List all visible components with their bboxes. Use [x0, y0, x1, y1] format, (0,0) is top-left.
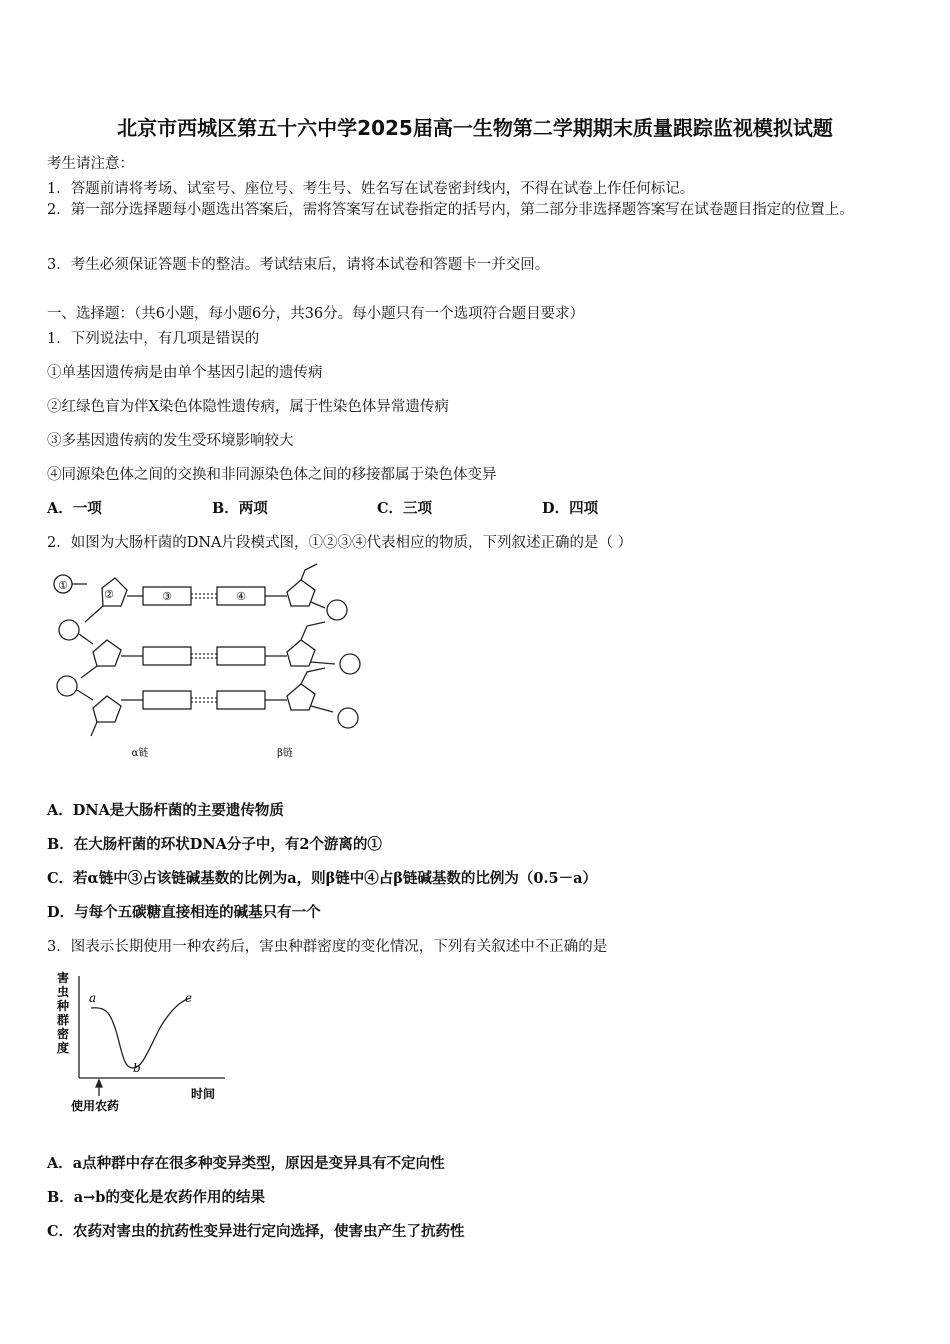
- page-title: 北京市西城区第五十六中学2025届高一生物第二学期期末质量跟踪监视模拟试题: [117, 116, 833, 140]
- q3-option-c[interactable]: C．农药对害虫的抗药性变异进行定向选择，使害虫产生了抗药性: [47, 1223, 465, 1240]
- dna-diagram: [45, 560, 375, 765]
- pest-density-graph: [45, 968, 235, 1118]
- dna-alpha-label: α链: [131, 748, 149, 759]
- graph-density-curve: [91, 998, 191, 1068]
- q1-stem: 1．下列说法中，有几项是错误的: [47, 331, 260, 347]
- dna-beta-label: β链: [277, 748, 293, 759]
- graph-point-b: b: [133, 1061, 141, 1075]
- q1-option-c[interactable]: C．三项: [377, 500, 433, 517]
- q1-statement-4: ④同源染色体之间的交换和非同源染色体之间的移接都属于染色体变异: [47, 467, 497, 483]
- dna-label-4: ④: [236, 590, 246, 603]
- q2-option-a[interactable]: A．DNA是大肠杆菌的主要遗传物质: [47, 802, 284, 819]
- q2-option-c[interactable]: C．若α链中③占该链碱基数的比例为a，则β链中④占β链碱基数的比例为（0.5－a）: [47, 870, 597, 887]
- q1-option-b[interactable]: B．两项: [212, 500, 268, 517]
- notice-heading: 考生请注意：: [47, 156, 134, 172]
- q1-option-a[interactable]: A．一项: [47, 500, 102, 517]
- q2-option-d[interactable]: D．与每个五碳糖直接相连的碱基只有一个: [47, 904, 321, 921]
- graph-point-a: a: [89, 991, 97, 1005]
- notice-item-2: 2．第一部分选择题每小题选出答案后，需将答案写在试卷指定的括号内，第二部分非选择题答案写在试卷题目指定的位置上。: [47, 202, 854, 218]
- notice-item-1: 1．答题前请将考场、试室号、座位号、考生号、姓名写在试卷密封线内，不得在试卷上作任何标记。: [47, 181, 695, 197]
- graph-ylabel: 害虫种群密度: [57, 971, 70, 1055]
- q2-option-b[interactable]: B．在大肠杆菌的环状DNA分子中，有2个游离的①: [47, 836, 382, 853]
- q3-option-a[interactable]: A．a点种群中存在很多种变异类型，原因是变异具有不定向性: [47, 1155, 445, 1172]
- notice-item-3: 3．考生必须保证答题卡的整洁。考试结束后，请将本试卷和答题卡一并交回。: [47, 257, 550, 273]
- q1-statement-2: ②红绿色盲为伴X染色体隐性遗传病，属于性染色体异常遗传病: [47, 399, 449, 415]
- q1-statement-3: ③多基因遗传病的发生受环境影响较大: [47, 433, 294, 449]
- q3-stem: 3．图表示长期使用一种农药后，害虫种群密度的变化情况，下列有关叙述中不正确的是: [47, 939, 608, 955]
- q3-option-b[interactable]: B．a→b的变化是农药作用的结果: [47, 1189, 265, 1206]
- dna-label-2: ②: [104, 588, 114, 601]
- graph-point-c: c: [185, 991, 192, 1005]
- q1-option-d[interactable]: D．四项: [542, 500, 599, 517]
- section-heading: 一、选择题：（共6小题，每小题6分，共36分。每小题只有一个选项符合题目要求）: [47, 306, 585, 322]
- dna-label-1: ①: [58, 579, 68, 592]
- graph-arrow-label: 使用农药: [71, 1099, 120, 1113]
- q1-statement-1: ①单基因遗传病是由单个基因引起的遗传病: [47, 365, 323, 381]
- graph-xlabel: 时间: [191, 1087, 216, 1101]
- dna-label-3: ③: [162, 590, 172, 603]
- q2-stem: 2．如图为大肠杆菌的DNA片段模式图，①②③④代表相应的物质，下列叙述正确的是（ ）: [47, 535, 633, 551]
